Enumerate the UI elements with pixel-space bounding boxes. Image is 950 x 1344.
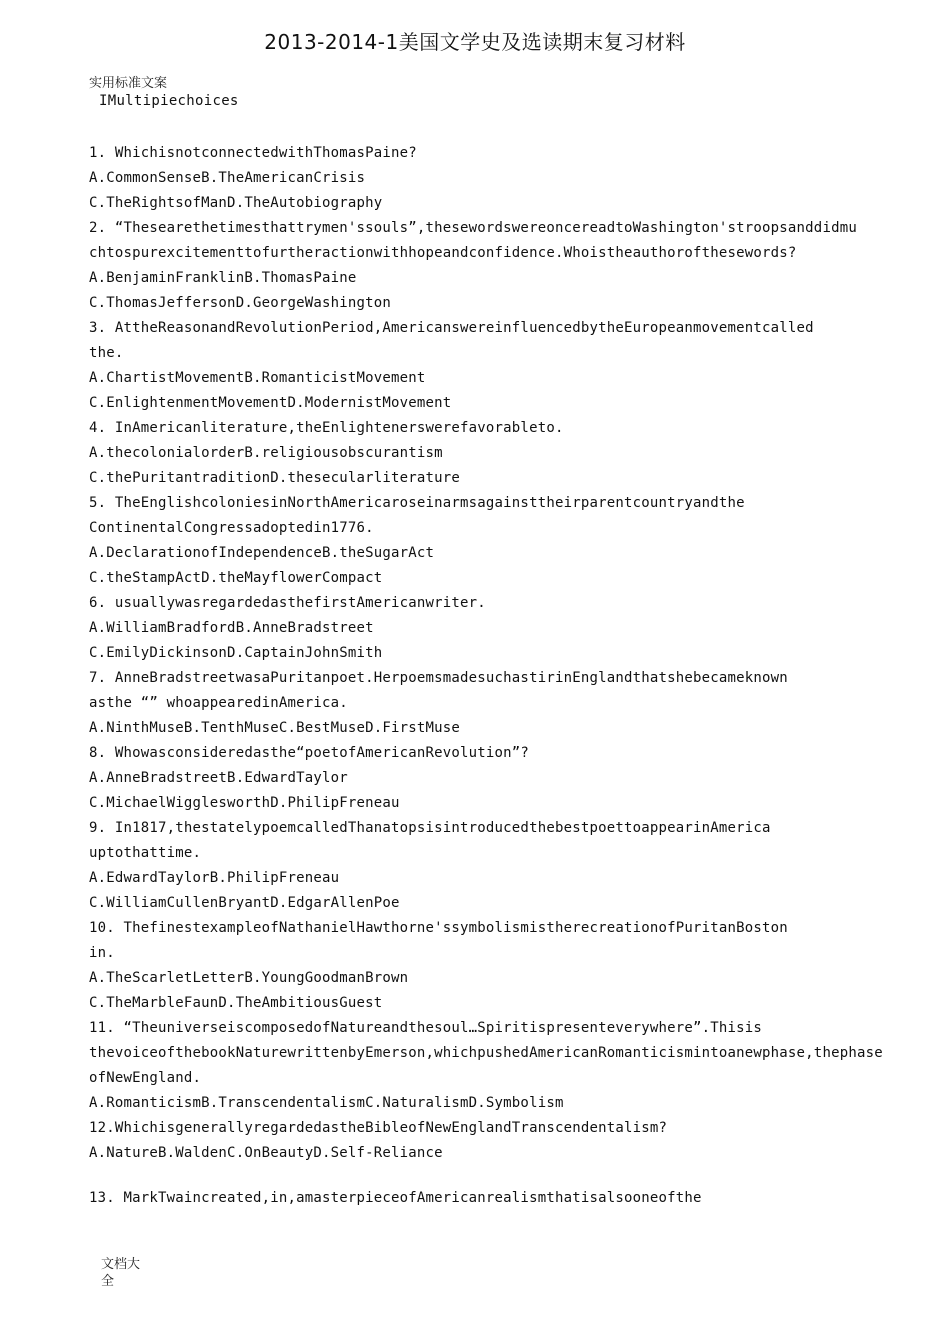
text-line: A.NinthMuseB.TenthMuseC.BestMuseD.FirstMuse — [89, 720, 461, 736]
text-line: A.DeclarationofIndependenceB.theSugarAct — [89, 545, 435, 561]
text-line: A.thecolonialorderB.religiousobscurantism — [89, 445, 443, 461]
text-line: A.AnneBradstreetB.EdwardTaylor — [89, 770, 348, 786]
text-line: 11. “TheuniverseiscomposedofNatureandthesoul…Spiritispresenteverywhere”.Thisis — [89, 1020, 763, 1036]
text-line: C.WilliamCullenBryantD.EdgarAllenPoe — [89, 895, 400, 911]
text-line: C.TheRightsofManD.TheAutobiography — [89, 195, 383, 211]
text-line: 12.WhichisgenerallyregardedastheBibleofNewEnglandTranscendentalism? — [89, 1120, 668, 1136]
text-line: A.CommonSenseB.TheAmericanCrisis — [89, 170, 366, 186]
text-line: A.ChartistMovementB.RomanticistMovement — [89, 370, 426, 386]
text-line: 5. TheEnglishcoloniesinNorthAmericaroseinarmsagainsttheirparentcountryandthe — [89, 495, 745, 511]
text-line: C.ThomasJeffersonD.GeorgeWashington — [89, 295, 392, 311]
text-line: 9. In1817,thestatelypoemcalledThanatopsisintroducedthebestpoettoappearinAmerica — [89, 820, 771, 836]
text-line: ofNewEngland. — [89, 1070, 202, 1086]
text-line: ContinentalCongressadoptedin1776. — [89, 520, 374, 536]
text-line: C.theStampActD.theMayflowerCompact — [89, 570, 383, 586]
text-line: 8. Whowasconsideredasthe“poetofAmericanRevolution”? — [89, 745, 530, 761]
text-line: the. — [89, 345, 124, 361]
text-line: C.MichaelWigglesworthD.PhilipFreneau — [89, 795, 400, 811]
page-title: 2013-2014-1美国文学史及选读期末复习材料 — [264, 30, 686, 54]
text-line: A.RomanticismB.TranscendentalismC.NaturalismD.Symbolism — [89, 1095, 564, 1111]
text-line: uptothattime. — [89, 845, 202, 861]
footer-label-line: 全 — [101, 1274, 115, 1289]
blank-line — [89, 1166, 879, 1186]
footer-label-line: 文档大 — [101, 1257, 141, 1272]
text-line: 4. InAmericanliterature,theEnlightenerswerefavorableto. — [89, 420, 564, 436]
question-list — [89, 141, 883, 1211]
text-line: A.EdwardTaylorB.PhilipFreneau — [89, 870, 340, 886]
text-line: in. — [89, 945, 115, 961]
text-line: A.NatureB.WaldenC.OnBeautyD.Self-Reliance — [89, 1145, 443, 1161]
text-line: A.WilliamBradfordB.AnneBradstreet — [89, 620, 374, 636]
header-label: 实用标准文案 — [89, 76, 168, 91]
text-line: 13. MarkTwaincreated,in,amasterpieceofAmericanrealismthatisalsooneofthe — [89, 1190, 702, 1206]
text-line: 10. ThefinestexampleofNathanielHawthorne'ssymbolismistherecreationofPuritanBoston — [89, 920, 788, 936]
text-line: asthe “” whoappearedinAmerica. — [89, 695, 348, 711]
text-line: 1. WhichisnotconnectedwithThomasPaine? — [89, 145, 417, 161]
section-heading: IMultipiechoices — [99, 93, 239, 109]
text-line: C.TheMarbleFaunD.TheAmbitiousGuest — [89, 995, 383, 1011]
text-line: C.thePuritantraditionD.thesecularliterature — [89, 470, 461, 486]
text-line: 3. AttheReasonandRevolutionPeriod,AmericanswereinfluencedbytheEuropeanmovementcalled — [89, 320, 814, 336]
footer-label — [101, 1256, 151, 1290]
text-line: C.EmilyDickinsonD.CaptainJohnSmith — [89, 645, 383, 661]
text-line: C.EnlightenmentMovementD.ModernistMovement — [89, 395, 452, 411]
text-line: 2. “Thesearethetimesthattrymen'ssouls”,thesewordswereoncereadtoWashington'stroopsanddidmu — [89, 220, 857, 236]
text-line: thevoiceofthebookNaturewrittenbyEmerson,whichpushedAmericanRomanticismintoanewphase,thephase — [89, 1045, 883, 1061]
text-line: 6. usuallywasregardedasthefirstAmericanwriter. — [89, 595, 486, 611]
text-line: chtospurexcitementtofurtheractionwithhopeandconfidence.Whoistheauthorofthesewords? — [89, 245, 797, 261]
text-line: A.TheScarletLetterB.YoungGoodmanBrown — [89, 970, 409, 986]
text-line: A.BenjaminFranklinB.ThomasPaine — [89, 270, 357, 286]
text-line: 7. AnneBradstreetwasaPuritanpoet.HerpoemsmadesuchastirinEnglandthatshebecameknown — [89, 670, 788, 686]
